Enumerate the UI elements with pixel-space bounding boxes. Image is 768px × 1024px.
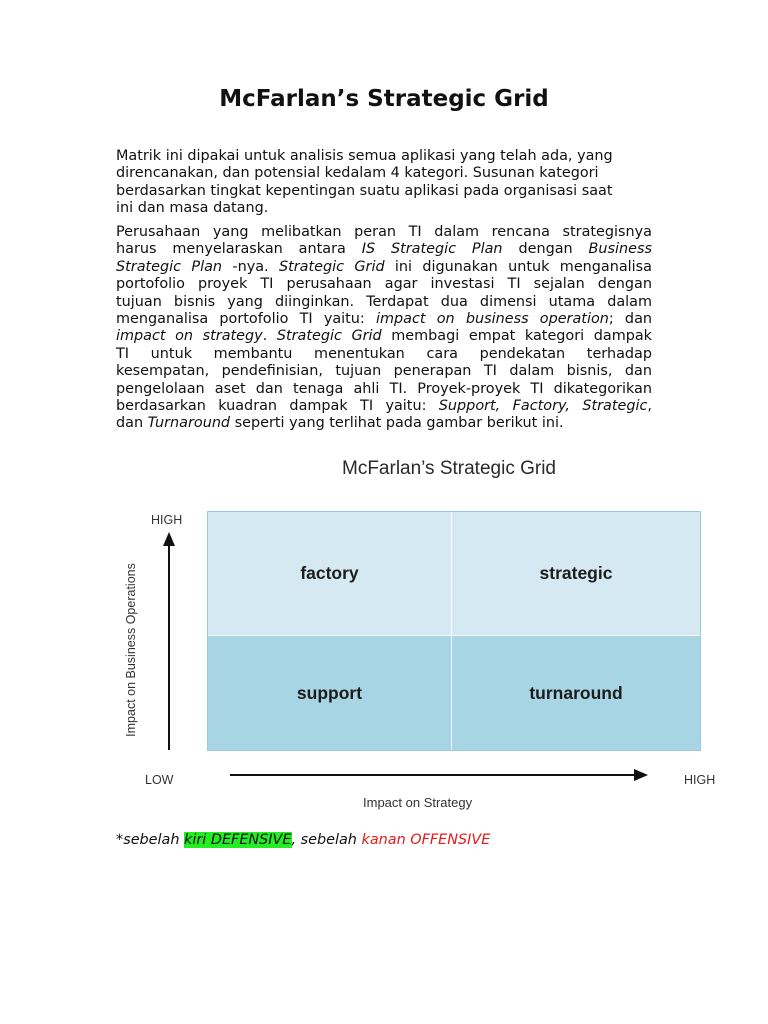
text-line: berdasarkan kuadran dampak TI yaitu: Support, Factory, Strategic, — [116, 398, 652, 415]
text-line: dan Turnaround seperti yang terlihat pada gambar berikut ini. — [116, 415, 564, 432]
page-title: McFarlan’s Strategic Grid — [219, 86, 549, 112]
text-line: menganalisa portofolio TI yaitu: impact on business operation; dan — [116, 311, 653, 328]
x-axis-title: Impact on Strategy — [363, 795, 473, 810]
footnote: *sebelah kiri DEFENSIVE, sebelah kanan OFFENSIVE — [116, 832, 491, 848]
text-line: portofolio proyek TI perusahaan agar investasi TI sejalan dengan — [116, 276, 652, 293]
text-line: berdasarkan tingkat kepentingan suatu aplikasi pada organisasi saat — [116, 182, 613, 199]
text-line: Perusahaan yang melibatkan peran TI dalam rencana strategisnya — [116, 224, 652, 240]
text-line: ini dan masa datang. — [116, 200, 269, 217]
defensive-highlight: kiri DEFENSIVE — [184, 832, 292, 848]
y-axis-arrowhead — [163, 532, 175, 546]
quadrant-support: support — [208, 636, 452, 750]
text-line: tujuan bisnis yang diinginkan. Terdapat dua dimensi utama dalam — [116, 293, 652, 310]
x-axis-low-label: LOW — [145, 773, 174, 787]
figure-title: McFarlan’s Strategic Grid — [342, 458, 556, 479]
text-line: impact on strategy. Strategic Grid membagi empat kategori dampak — [116, 328, 653, 345]
text-line: direncanakan, dan potensial kedalam 4 kategori. Susunan kategori — [116, 165, 599, 182]
quadrant-factory: factory — [208, 512, 452, 636]
quadrant-strategic: strategic — [452, 512, 700, 636]
text-line: TI untuk membantu menentukan cara pendekatan terhadap — [116, 345, 652, 362]
offensive-text: kanan OFFENSIVE — [361, 832, 491, 848]
text-line: Strategic Plan -nya. Strategic Grid ini digunakan untuk menganalisa — [116, 258, 652, 275]
x-axis-high-label: HIGH — [684, 773, 716, 787]
text-line: Matrik ini dipakai untuk analisis semua aplikasi yang telah ada, yang — [116, 148, 613, 164]
y-axis-high-label: HIGH — [151, 513, 183, 527]
quadrant-turnaround: turnaround — [452, 636, 700, 750]
strategic-grid — [207, 511, 701, 751]
x-axis-arrowhead — [634, 769, 648, 781]
text-line: pengelolaan aset dan tenaga ahli TI. Proyek-proyek TI dikategorikan — [116, 380, 652, 397]
text-line: harus menyelaraskan antara IS Strategic Plan dengan Business — [116, 241, 652, 258]
y-axis-title: Impact on Business Operations — [124, 563, 138, 737]
text-line: kesempatan, pendefinisian, tujuan penerapan TI dalam bisnis, dan — [116, 363, 652, 380]
